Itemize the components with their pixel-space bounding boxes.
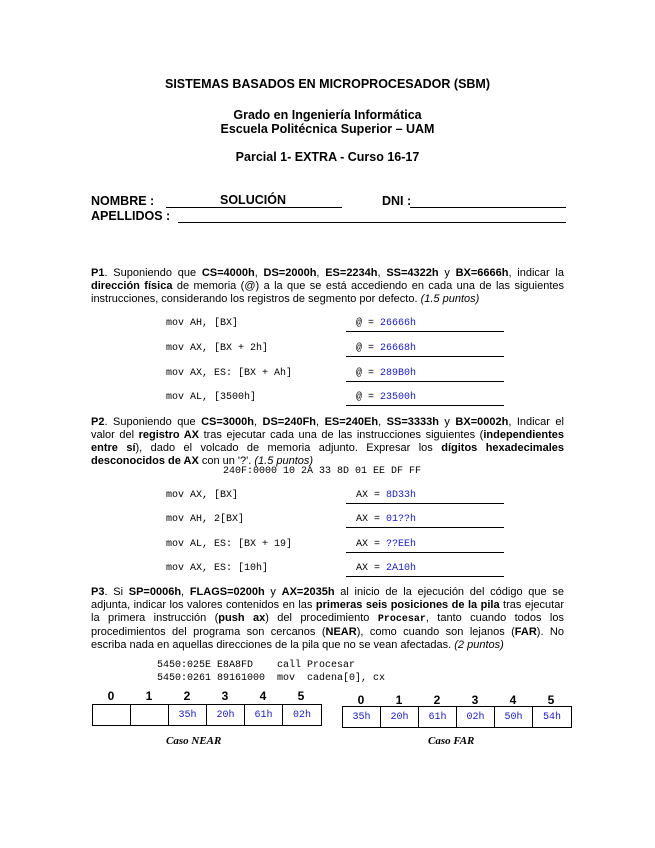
p1-answer: @ = 289B0h <box>356 368 417 379</box>
nombre-label: NOMBRE : <box>91 194 155 208</box>
stack-cell[interactable] <box>93 705 131 725</box>
far-index: 2 <box>433 693 441 707</box>
stack-far <box>342 706 572 728</box>
stack-cell[interactable]: 54h <box>542 711 561 723</box>
apellidos-label: APELLIDOS : <box>91 209 171 223</box>
near-index: 0 <box>107 689 115 703</box>
school-title: Escuela Politécnica Superior – UAM <box>220 122 435 136</box>
p3-statement: P3. Si SP=0006h, FLAGS=0200h y AX=2035h al inicio de la ejecución del código que se adjunta, indicar los valores contenidos en las primeras seis posiciones de la pila tras ejecutar la primera instrucción (push ax) del procedimiento Procesar, tanto cuando todos los procedimientos del programa son cercanos (NEAR), como cuando son lejanos (FAR). No escriba nada en aquellas direcciones de la pila que no se vean afectadas. (2 puntos) <box>91 586 564 651</box>
p2-instruction: mov AL, ES: [BX + 19] <box>166 539 293 550</box>
p2-answer-line <box>346 527 504 528</box>
stack-cell[interactable]: 35h <box>343 707 381 727</box>
p2-answer: AX = 01??h <box>356 514 417 525</box>
p1-instruction: mov AL, [3500h] <box>166 392 257 403</box>
p1-instruction: mov AX, ES: [BX + Ah] <box>166 368 293 379</box>
stack-cell[interactable]: 50h <box>495 707 533 727</box>
nombre-line[interactable] <box>166 207 342 208</box>
near-index: 5 <box>297 689 305 703</box>
caption-far: Caso FAR <box>428 735 475 747</box>
p2-answer: AX = ??EEh <box>356 539 417 550</box>
near-index: 1 <box>145 689 153 703</box>
p1-answer: @ = 26666h <box>356 318 417 329</box>
stack-cell[interactable]: 20h <box>381 707 419 727</box>
p2-answer-line <box>346 552 504 553</box>
far-index: 5 <box>547 693 555 707</box>
p2-instruction: mov AX, [BX] <box>166 490 239 501</box>
dni-label: DNI : <box>382 194 412 208</box>
p2-answer-line <box>346 576 504 577</box>
degree-title: Grado en Ingeniería Informática <box>233 108 422 122</box>
p1-answer: @ = 23500h <box>356 392 417 403</box>
far-index: 0 <box>357 693 365 707</box>
p1-instruction: mov AX, [BX + 2h] <box>166 343 269 354</box>
p2-answer: AX = 8D33h <box>356 490 417 501</box>
p1-answer-line <box>346 381 504 382</box>
p2-statement: P2. Suponiendo que CS=3000h, DS=240Fh, ES=240Eh, SS=3333h y BX=0002h, Indicar el valor del registro AX tras ejecutar cada una de las instrucciones siguientes (independientes entre sí), dado el volcado de memoria adjunto. Expresar los dígitos hexadecimales desconocidos de AX con un '?'. (1.5 puntos) <box>91 416 565 467</box>
stack-cell[interactable]: 35h <box>169 705 207 725</box>
far-index: 1 <box>395 693 403 707</box>
p2-instruction: mov AX, ES: [10h] <box>166 563 269 574</box>
apellidos-line[interactable] <box>178 222 566 223</box>
stack-cell[interactable]: 20h <box>207 705 245 725</box>
dni-line[interactable] <box>410 207 566 208</box>
stack-cell[interactable]: 61h <box>245 705 283 725</box>
caption-near: Caso NEAR <box>166 735 222 747</box>
near-index: 4 <box>259 689 267 703</box>
p1-answer-line <box>346 356 504 357</box>
stack-cell[interactable]: 02h <box>292 709 311 721</box>
p1-answer-line <box>346 331 504 332</box>
p1-instruction: mov AH, [BX] <box>166 318 239 329</box>
p1-answer-line <box>346 405 504 406</box>
stack-near <box>92 704 322 726</box>
far-index: 4 <box>509 693 517 707</box>
p2-answer: AX = 2A10h <box>356 563 417 574</box>
p1-statement: P1. Suponiendo que CS=4000h, DS=2000h, ES=2234h, SS=4322h y BX=6666h, indicar la dirección física de memoria (@) a la que se está accediendo en cada una de las siguientes instrucciones, considerando los registros de segmento por defecto. (1.5 puntos) <box>91 267 564 305</box>
p1-answer: @ = 26668h <box>356 343 417 354</box>
code-line-call: 5450:025E E8A8FD call Procesar <box>157 660 356 671</box>
p2-instruction: mov AH, 2[BX] <box>166 514 245 525</box>
course-title: SISTEMAS BASADOS EN MICROPROCESADOR (SBM) <box>164 77 491 91</box>
nombre-value: SOLUCIÓN <box>220 193 286 207</box>
stack-cell[interactable]: 61h <box>419 707 457 727</box>
near-index: 2 <box>183 689 191 703</box>
stack-cell[interactable]: 02h <box>457 707 495 727</box>
stack-cell[interactable] <box>131 705 169 725</box>
code-line-mov: 5450:0261 89161000 mov cadena[0], cx <box>157 673 386 684</box>
memory-dump: 240F:0000 10 2A 33 8D 01 EE DF FF <box>223 466 422 477</box>
exam-title: Parcial 1- EXTRA - Curso 16-17 <box>235 150 420 164</box>
near-index: 3 <box>221 689 229 703</box>
p2-answer-line <box>346 503 504 504</box>
far-index: 3 <box>471 693 479 707</box>
